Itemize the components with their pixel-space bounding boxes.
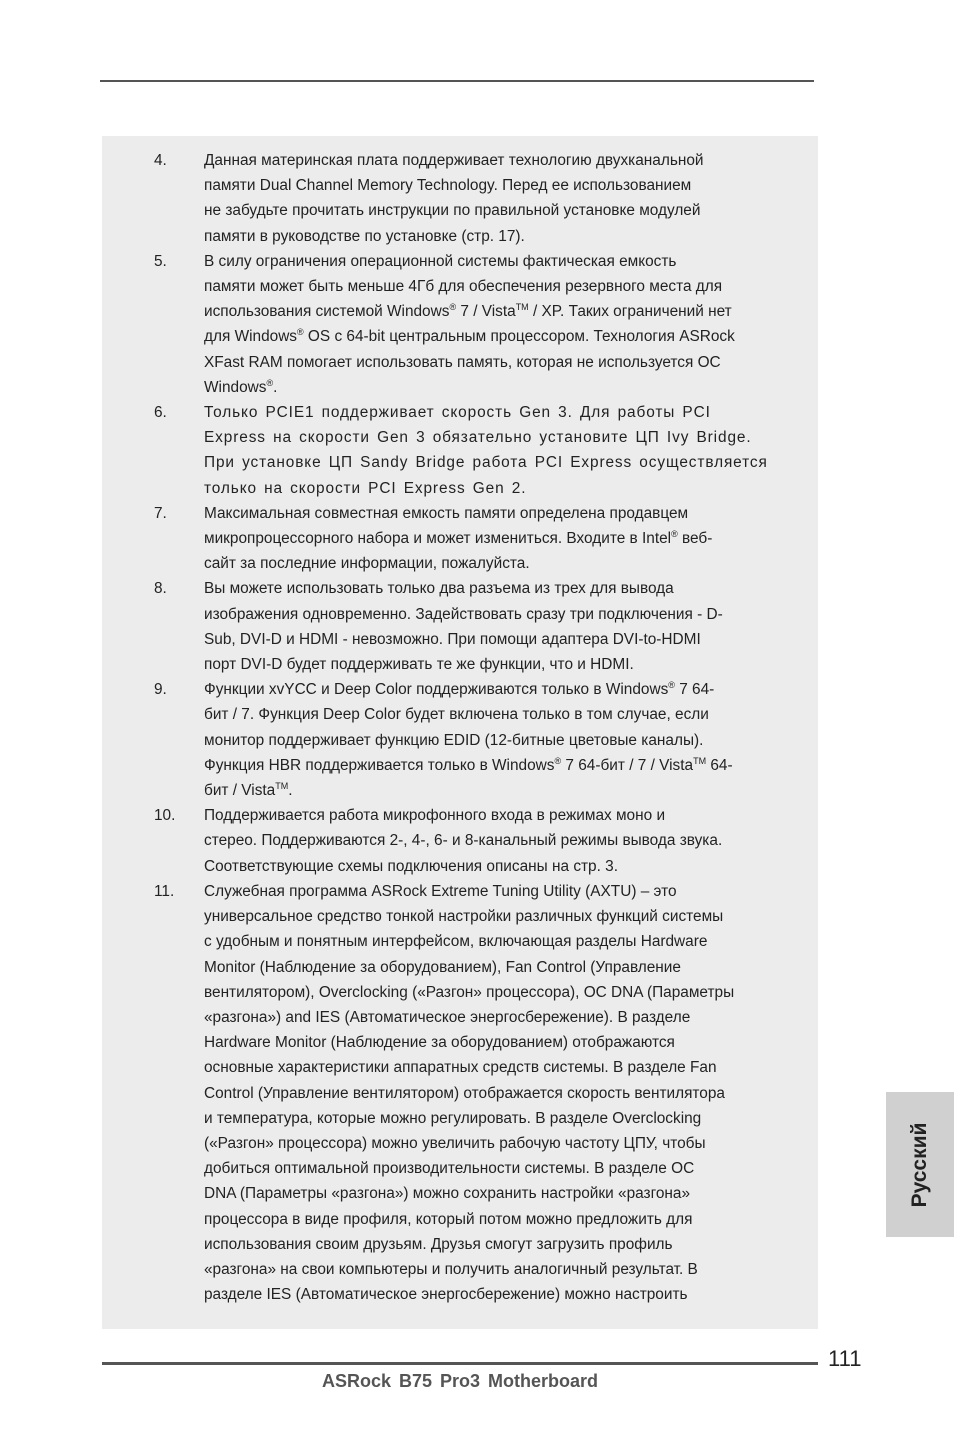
note-text-segment: 7 / Vista (456, 303, 516, 321)
note-line (204, 224, 786, 249)
note-line (204, 753, 786, 778)
note-text-segment: 7 64- (674, 681, 715, 699)
note-text-segment: бит / Vista (204, 782, 276, 800)
note-text-segment: использования своим друзьям. Друзья смогут загрузить профиль (204, 1235, 673, 1253)
note-number: 5. (154, 252, 167, 270)
note-line (204, 602, 786, 627)
trademark-mark: ® (671, 529, 678, 540)
trademark-mark: ® (297, 327, 304, 338)
note-line (204, 904, 786, 929)
note-text-segment: бит / 7. Функция Deep Color будет включена только в том случае, если (204, 706, 709, 724)
note-line (204, 324, 786, 349)
note-line (204, 677, 786, 702)
note-line (204, 400, 786, 425)
note-line (204, 1081, 786, 1106)
note-text-segment: изображения одновременно. Задействовать сразу три подключения - D- (204, 605, 723, 623)
note-text-segment: сайт за последние информации, пожалуйста. (204, 555, 530, 573)
note-text-segment: 7 64-бит / 7 / Vista (561, 756, 694, 774)
note-item (102, 148, 818, 249)
note-text-segment: только на скорости PCI Express Gen 2. (204, 479, 527, 497)
note-number: 6. (154, 404, 167, 422)
note-line (204, 980, 786, 1005)
note-text-segment: Служебная программа ASRock Extreme Tuning Utility (AXTU) – это (204, 882, 677, 900)
note-text-segment: XFast RAM помогает использовать память, которая не используется OC (204, 353, 721, 371)
note-line (204, 929, 786, 954)
trademark-mark: ® (554, 755, 562, 766)
note-text-segment: не забудьте прочитать инструкции по правильной установке модулей (204, 202, 701, 220)
note-text-segment: порт DVI-D будет поддерживать те же функции, что и HDMI. (204, 656, 634, 674)
notes-list (102, 148, 818, 1307)
note-line (204, 526, 786, 551)
note-text-segment: При установке ЦП Sandy Bridge работа PCI Express осуществляется (204, 454, 768, 472)
note-text-segment: / XP. Таких ограничений нет (528, 303, 732, 321)
note-line (204, 1257, 786, 1282)
note-item (102, 501, 818, 577)
note-text-segment: «разгона» на свои компьютеры и получить аналогичный результат. В (204, 1260, 698, 1278)
note-line (204, 198, 786, 223)
note-line (204, 879, 786, 904)
note-text-segment: DNA (Параметры «разгона») можно сохранить настройки «разгона» (204, 1185, 691, 1203)
note-line (204, 551, 786, 576)
note-line (204, 1131, 786, 1156)
trademark-mark: ® (668, 680, 675, 691)
note-item (102, 249, 818, 400)
note-line (204, 350, 786, 375)
note-line (204, 702, 786, 727)
note-text-segment: универсальное средство тонкой настройки различных функций системы (204, 908, 724, 926)
note-text-segment: Функции xvYCC и Deep Color поддерживаются только в Windows (204, 681, 669, 699)
note-line (204, 1181, 786, 1206)
note-text-segment: . (273, 378, 278, 396)
note-text-segment: процессора в виде профиля, который потом можно предложить для (204, 1210, 693, 1228)
note-line (204, 501, 786, 526)
trademark-mark: TM (515, 302, 529, 313)
note-text-segment: Поддерживается работа микрофонного входа в режимах моно и (204, 807, 666, 825)
page-number: 111 (828, 1346, 862, 1371)
note-line (204, 955, 786, 980)
note-line (204, 1207, 786, 1232)
note-line (204, 1030, 786, 1055)
note-text-segment: Данная материнская плата поддерживает технологию двухканальной (204, 152, 704, 169)
note-line (204, 1156, 786, 1181)
note-text-segment: В силу ограничения операционной системы фактическая емкость (204, 252, 677, 270)
note-item (102, 677, 818, 803)
language-tab-label: Русский (908, 1122, 931, 1207)
note-text-segment: веб- (677, 530, 713, 548)
note-line (204, 778, 786, 803)
note-number: 10. (154, 807, 176, 825)
note-text-segment: Соответствующие схемы подключения описаны на стр. 3. (204, 857, 619, 875)
note-line (204, 425, 786, 450)
note-line (204, 854, 786, 879)
note-text-segment: Sub, DVI-D и HDMI - невозможно. При помощи адаптера DVI-to-HDMI (204, 630, 701, 648)
language-tab (886, 1092, 954, 1237)
note-text-segment: микропроцессорного набора и может измениться. Входите в Intel (204, 530, 672, 548)
note-line (204, 1005, 786, 1030)
note-text-segment: стерео. Поддерживаются 2-, 4-, 6- и 8-канальный режимы вывода звука. (204, 832, 723, 850)
note-line (204, 803, 786, 828)
note-line (204, 627, 786, 652)
note-text-segment: Control (Управление вентилятором) отображается скорость вентилятора (204, 1084, 725, 1102)
note-line (204, 148, 786, 173)
note-line (204, 299, 786, 324)
note-line (204, 1232, 786, 1257)
trademark-mark: TM (693, 755, 707, 766)
note-line (204, 173, 786, 198)
note-line (204, 1282, 786, 1307)
note-line (204, 375, 786, 400)
note-text-segment: Express на скорости Gen 3 обязательно установите ЦП Ivy Bridge. (204, 429, 752, 447)
note-line (204, 274, 786, 299)
note-line (204, 1055, 786, 1080)
note-number: 9. (154, 681, 167, 699)
note-text-segment: Только PCIE1 поддерживает скорость Gen 3. Для работы PCI (204, 404, 711, 422)
note-text-segment: «разгона») and IES (Автоматическое энергосбережение). В разделе (204, 1008, 691, 1026)
note-text-segment: Функция HBR поддерживается только в Windows (204, 756, 555, 774)
note-text-segment: Максимальная совместная емкость памяти определена продавцем (204, 504, 689, 522)
footer-title: ASRock B75 Pro3 Motherboard (321, 1371, 599, 1391)
note-number: 11. (154, 882, 175, 900)
note-text-segment: . (288, 782, 293, 800)
note-number: 4. (154, 152, 167, 169)
note-line (204, 1106, 786, 1131)
note-text-segment: Windows (204, 378, 267, 396)
notes-panel (102, 136, 818, 1329)
note-text-segment: Вы можете использовать только два разъема из трех для вывода (204, 580, 674, 598)
note-line (204, 249, 786, 274)
note-line (204, 728, 786, 753)
note-number: 8. (154, 580, 167, 598)
note-text-segment: памяти может быть меньше 4Гб для обеспечения резервного места для (204, 278, 723, 296)
note-text-segment: с удобным и понятным интерфейсом, включающая разделы Hardware (204, 933, 708, 951)
note-number: 7. (154, 504, 167, 522)
note-text-segment: Monitor (Наблюдение за оборудованием), Fan Control (Управление (204, 958, 681, 976)
note-text-segment: 64- (706, 756, 733, 774)
note-line (204, 828, 786, 853)
note-line (204, 450, 786, 475)
note-item (102, 803, 818, 879)
note-item (102, 400, 818, 501)
note-text-segment: разделе IES (Автоматическое энергосбережение) можно настроить (204, 1286, 688, 1304)
note-text-segment: использования системой Windows (204, 303, 450, 321)
note-text-segment: для Windows (204, 328, 298, 346)
note-item (102, 879, 818, 1307)
note-line (204, 476, 786, 501)
note-item (102, 576, 818, 677)
footer-rule (102, 1362, 818, 1365)
note-text-segment: памяти в руководстве по установке (стр. 17). (204, 227, 525, 245)
note-text-segment: основные характеристики аппаратных средств системы. В разделе Fan (204, 1059, 717, 1077)
note-text-segment: вентилятором), Overclocking («Разгон» процессора), OC DNA (Параметры (204, 983, 735, 1001)
note-text-segment: добиться оптимальной производительности системы. В разделе OC (204, 1160, 695, 1178)
trademark-mark: ® (266, 377, 274, 388)
note-text-segment: монитор поддерживает функцию EDID (12-битные цветовые каналы). (204, 731, 704, 749)
note-text-segment: («Разгон» процессора) можно увеличить рабочую частоту ЦПУ, чтобы (204, 1134, 706, 1152)
note-text-segment: и температура, которые можно регулировать. В разделе Overclocking (204, 1109, 702, 1127)
note-text-segment: Hardware Monitor (Наблюдение за оборудованием) отображаются (204, 1034, 675, 1052)
trademark-mark: ® (449, 302, 457, 313)
trademark-mark: TM (275, 781, 289, 792)
top-rule (100, 80, 814, 82)
note-text-segment: OS с 64-bit центральным процессором. Технология ASRock (303, 328, 735, 346)
note-text-segment: памяти Dual Channel Memory Technology. Перед ее использованием (204, 177, 692, 195)
note-line (204, 576, 786, 601)
note-line (204, 652, 786, 677)
